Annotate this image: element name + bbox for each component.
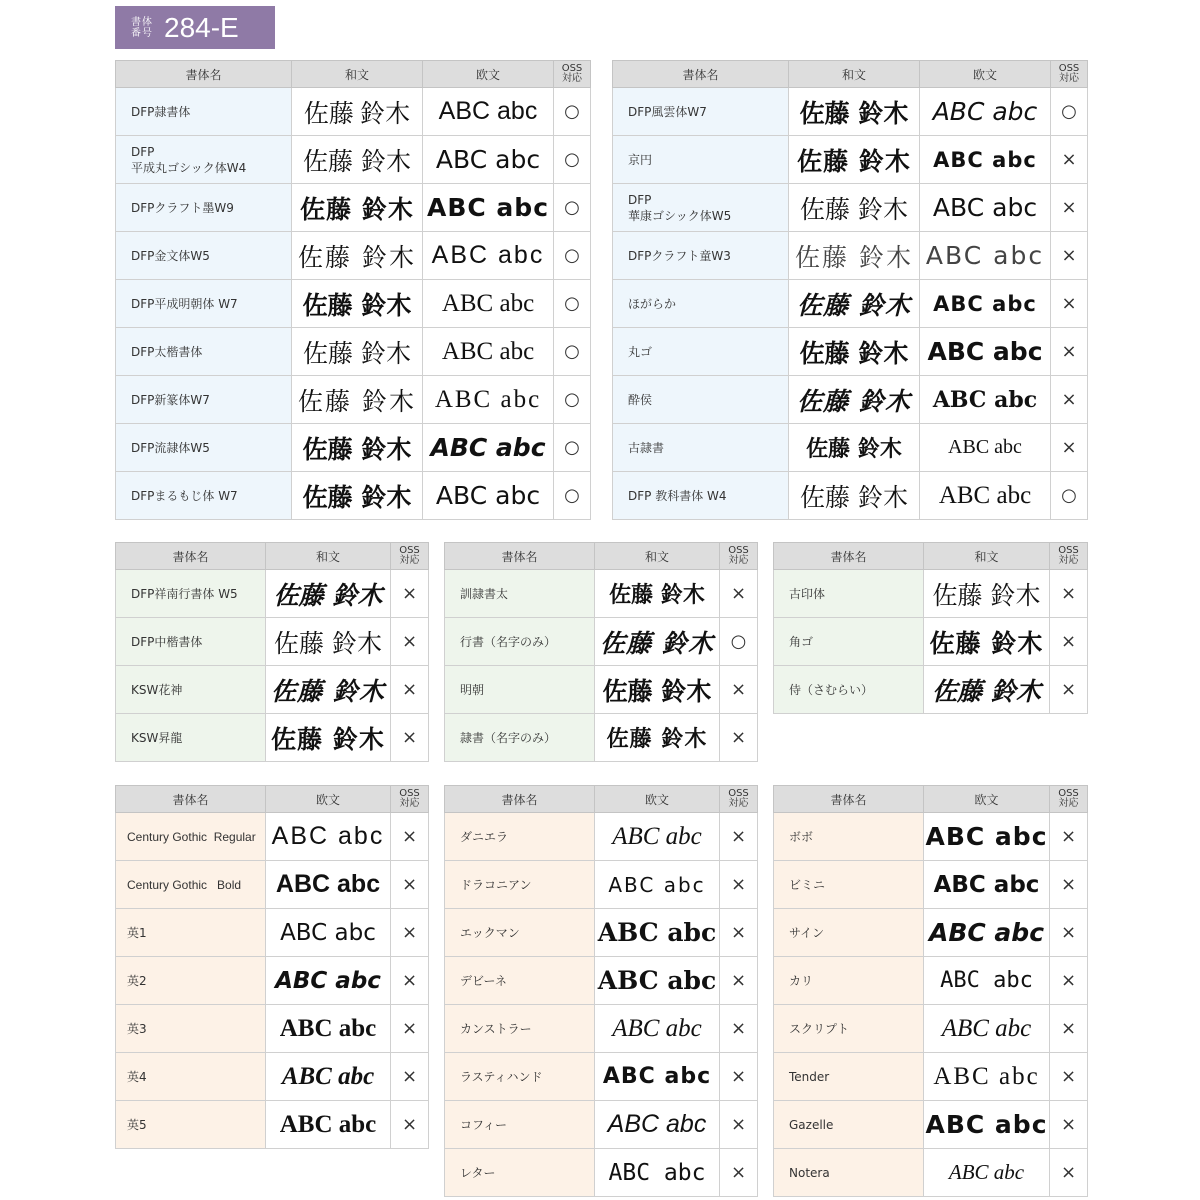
font-name: Notera: [774, 1149, 924, 1197]
table-row: [116, 328, 591, 376]
en-sample: ABC abc: [920, 136, 1051, 184]
col-header-name: 書体名: [774, 543, 924, 570]
table-row: [445, 813, 758, 861]
font-name: Century Gothic Bold: [116, 861, 266, 909]
oss-mark: ×: [391, 570, 429, 618]
font-name: 英5: [116, 1101, 266, 1149]
oss-mark: ×: [1050, 1005, 1088, 1053]
col-header-oss: OSS 対応: [720, 543, 758, 570]
table-row: [445, 714, 758, 762]
font-name: DFP中楷書体: [116, 618, 266, 666]
oss-mark: ×: [391, 909, 429, 957]
col-header-oss: OSS 対応: [1050, 543, 1088, 570]
col-header-name: 書体名: [445, 543, 595, 570]
table-row: [445, 666, 758, 714]
oss-mark: ×: [391, 1053, 429, 1101]
en-sample: ABC abc: [595, 813, 720, 861]
oss-mark: ×: [1050, 1149, 1088, 1197]
col-header-name: 書体名: [445, 786, 595, 813]
font-table-3: [115, 542, 429, 762]
table-row: [445, 1101, 758, 1149]
oss-mark: ×: [391, 1101, 429, 1149]
font-name: 英2: [116, 957, 266, 1005]
font-name: ビミニ: [774, 861, 924, 909]
font-name: Tender: [774, 1053, 924, 1101]
table-row: [613, 88, 1088, 136]
col-header-jp: 和文: [292, 61, 423, 88]
en-sample: ABC abc: [423, 232, 554, 280]
oss-mark: ×: [720, 714, 758, 762]
en-sample: ABC abc: [595, 957, 720, 1005]
font-name: DFP祥南行書体 W5: [116, 570, 266, 618]
oss-mark: ×: [720, 1053, 758, 1101]
font-name: Century Gothic Regular: [116, 813, 266, 861]
font-name: コフィー: [445, 1101, 595, 1149]
oss-mark: ×: [1051, 280, 1088, 328]
col-header-en: 欧文: [266, 786, 391, 813]
table-row: [116, 376, 591, 424]
en-sample: ABC abc: [266, 813, 391, 861]
jp-sample: 佐藤 鈴木: [789, 376, 920, 424]
jp-sample: 佐藤 鈴木: [595, 666, 720, 714]
jp-sample: 佐藤 鈴木: [292, 136, 423, 184]
table-row: [445, 1149, 758, 1197]
col-header-en: 欧文: [920, 61, 1051, 88]
table-row: [116, 424, 591, 472]
table-row: [116, 184, 591, 232]
oss-mark: ×: [391, 861, 429, 909]
en-sample: ABC abc: [266, 1005, 391, 1053]
jp-sample: 佐藤 鈴木: [924, 666, 1050, 714]
jp-sample: 佐藤 鈴木: [292, 280, 423, 328]
table-row: [774, 666, 1088, 714]
en-sample: ABC abc: [595, 1053, 720, 1101]
font-table-2: [612, 60, 1088, 520]
font-name: ほがらか: [613, 280, 789, 328]
oss-mark: ×: [720, 813, 758, 861]
en-sample: ABC abc: [266, 909, 391, 957]
oss-mark: ○: [1051, 88, 1088, 136]
oss-mark: ×: [1051, 424, 1088, 472]
jp-sample: 佐藤 鈴木: [266, 618, 391, 666]
table-row: [116, 280, 591, 328]
oss-mark: ×: [1050, 861, 1088, 909]
table-row: [613, 280, 1088, 328]
col-header-name: 書体名: [116, 61, 292, 88]
col-header-en: 欧文: [595, 786, 720, 813]
table-row: [613, 184, 1088, 232]
font-name: 侍（さむらい）: [774, 666, 924, 714]
oss-mark: ×: [720, 1101, 758, 1149]
table-row: [774, 1149, 1088, 1197]
col-header-jp: 和文: [924, 543, 1050, 570]
font-name: Gazelle: [774, 1101, 924, 1149]
oss-mark: ○: [720, 618, 758, 666]
font-name: 酔侯: [613, 376, 789, 424]
font-name: エックマン: [445, 909, 595, 957]
oss-mark: ×: [1051, 136, 1088, 184]
font-name: KSW花神: [116, 666, 266, 714]
oss-mark: ○: [554, 328, 591, 376]
table-row: [613, 472, 1088, 520]
col-header-en: 欧文: [924, 786, 1050, 813]
table-row: [116, 88, 591, 136]
jp-sample: 佐藤 鈴木: [292, 232, 423, 280]
font-name: DFP平成明朝体 W7: [116, 280, 292, 328]
typeface-number-label: [131, 17, 153, 39]
font-name: 訓隷書太: [445, 570, 595, 618]
oss-mark: ○: [1051, 472, 1088, 520]
font-name: カンストラー: [445, 1005, 595, 1053]
table-row: [445, 861, 758, 909]
font-name: ダニエラ: [445, 813, 595, 861]
en-sample: ABC abc: [423, 472, 554, 520]
oss-mark: ○: [554, 136, 591, 184]
oss-mark: ○: [554, 424, 591, 472]
oss-mark: ×: [1050, 1053, 1088, 1101]
font-name: 英3: [116, 1005, 266, 1053]
en-sample: ABC abc: [423, 184, 554, 232]
table-row: [774, 813, 1088, 861]
oss-mark: ×: [1050, 618, 1088, 666]
font-name: スクリプト: [774, 1005, 924, 1053]
typeface-number: 284-E: [164, 11, 239, 43]
en-sample: ABC abc: [423, 88, 554, 136]
col-header-oss: OSS 対応: [1050, 786, 1088, 813]
font-name: DFP金文体W5: [116, 232, 292, 280]
oss-mark: ×: [720, 861, 758, 909]
jp-sample: 佐藤 鈴木: [924, 570, 1050, 618]
en-sample: ABC abc: [266, 861, 391, 909]
jp-sample: 佐藤 鈴木: [924, 618, 1050, 666]
font-name: DFP 華康ゴシック体W5: [613, 184, 789, 232]
jp-sample: 佐藤 鈴木: [266, 714, 391, 762]
oss-mark: ×: [1051, 376, 1088, 424]
table-row: [774, 861, 1088, 909]
col-header-oss: OSS 対応: [391, 786, 429, 813]
en-sample: ABC abc: [924, 861, 1050, 909]
font-name: 英1: [116, 909, 266, 957]
col-header-jp: 和文: [789, 61, 920, 88]
table-row: [116, 618, 429, 666]
col-header-oss: OSS 対応: [720, 786, 758, 813]
font-name: デビーネ: [445, 957, 595, 1005]
en-sample: ABC abc: [595, 909, 720, 957]
en-sample: ABC abc: [266, 1101, 391, 1149]
oss-mark: ○: [554, 184, 591, 232]
font-name: 行書（名字のみ）: [445, 618, 595, 666]
font-name: サイン: [774, 909, 924, 957]
font-name: 古隷書: [613, 424, 789, 472]
en-sample: ABC abc: [423, 280, 554, 328]
font-name: 英4: [116, 1053, 266, 1101]
jp-sample: 佐藤 鈴木: [789, 280, 920, 328]
font-name: 丸ゴ: [613, 328, 789, 376]
table-row: [774, 909, 1088, 957]
en-sample: ABC abc: [595, 861, 720, 909]
oss-mark: ×: [1050, 957, 1088, 1005]
col-header-name: 書体名: [116, 543, 266, 570]
en-sample: ABC abc: [920, 88, 1051, 136]
table-row: [116, 909, 429, 957]
oss-mark: ×: [720, 957, 758, 1005]
en-sample: ABC abc: [423, 328, 554, 376]
table-row: [116, 136, 591, 184]
oss-mark: ○: [554, 280, 591, 328]
table-row: [116, 861, 429, 909]
table-row: [116, 957, 429, 1005]
jp-sample: 佐藤 鈴木: [789, 472, 920, 520]
table-row: [774, 1053, 1088, 1101]
font-name: DFP風雲体W7: [613, 88, 789, 136]
font-name: DFPまるもじ体 W7: [116, 472, 292, 520]
en-sample: ABC abc: [920, 280, 1051, 328]
oss-mark: ×: [720, 909, 758, 957]
oss-mark: ×: [720, 1149, 758, 1197]
oss-mark: ×: [1050, 570, 1088, 618]
font-name: ラスティハンド: [445, 1053, 595, 1101]
oss-mark: ○: [554, 232, 591, 280]
table-row: [445, 570, 758, 618]
font-name: 隷書（名字のみ）: [445, 714, 595, 762]
oss-mark: ×: [1050, 666, 1088, 714]
jp-sample: 佐藤 鈴木: [595, 618, 720, 666]
table-row: [445, 957, 758, 1005]
oss-mark: ×: [391, 666, 429, 714]
font-name: 角ゴ: [774, 618, 924, 666]
jp-sample: 佐藤 鈴木: [789, 328, 920, 376]
en-sample: ABC abc: [266, 957, 391, 1005]
jp-sample: 佐藤 鈴木: [789, 88, 920, 136]
col-header-jp: 和文: [266, 543, 391, 570]
font-name: DFPクラフト童W3: [613, 232, 789, 280]
font-name: DFP 平成丸ゴシック体W4: [116, 136, 292, 184]
jp-sample: 佐藤 鈴木: [789, 424, 920, 472]
en-sample: ABC abc: [595, 1005, 720, 1053]
font-table-5: [773, 542, 1088, 714]
jp-sample: 佐藤 鈴木: [266, 666, 391, 714]
font-name: ドラコニアン: [445, 861, 595, 909]
table-row: [445, 1005, 758, 1053]
en-sample: ABC abc: [924, 1053, 1050, 1101]
col-header-name: 書体名: [116, 786, 266, 813]
jp-sample: 佐藤 鈴木: [595, 570, 720, 618]
oss-mark: ○: [554, 472, 591, 520]
oss-mark: ×: [1051, 328, 1088, 376]
col-header-en: 欧文: [423, 61, 554, 88]
en-sample: ABC abc: [920, 424, 1051, 472]
en-sample: ABC abc: [924, 909, 1050, 957]
font-table-8: [773, 785, 1088, 1197]
table-row: [116, 1005, 429, 1053]
font-name: レター: [445, 1149, 595, 1197]
table-row: [774, 1101, 1088, 1149]
font-name: ボボ: [774, 813, 924, 861]
table-row: [774, 1005, 1088, 1053]
font-name: 古印体: [774, 570, 924, 618]
oss-mark: ×: [1051, 184, 1088, 232]
oss-mark: ○: [554, 376, 591, 424]
font-name: DFPクラフト墨W9: [116, 184, 292, 232]
table-row: [774, 957, 1088, 1005]
font-name: DFP隷書体: [116, 88, 292, 136]
font-name: DFP太楷書体: [116, 328, 292, 376]
oss-mark: ×: [1050, 909, 1088, 957]
en-sample: ABC abc: [423, 136, 554, 184]
en-sample: ABC abc: [920, 472, 1051, 520]
oss-mark: ×: [391, 714, 429, 762]
en-sample: ABC abc: [423, 424, 554, 472]
oss-mark: ×: [720, 1005, 758, 1053]
col-header-name: 書体名: [613, 61, 789, 88]
oss-mark: ○: [554, 88, 591, 136]
jp-sample: 佐藤 鈴木: [789, 136, 920, 184]
table-row: [613, 376, 1088, 424]
font-name: DFP流隷体W5: [116, 424, 292, 472]
en-sample: ABC abc: [266, 1053, 391, 1101]
en-sample: ABC abc: [423, 376, 554, 424]
table-row: [445, 618, 758, 666]
font-name: 明朝: [445, 666, 595, 714]
typeface-number-badge: [115, 6, 275, 49]
oss-mark: ×: [720, 666, 758, 714]
table-row: [116, 570, 429, 618]
font-table-1: [115, 60, 591, 520]
en-sample: ABC abc: [920, 376, 1051, 424]
label-line1: 書体: [131, 16, 153, 28]
table-row: [613, 328, 1088, 376]
en-sample: ABC abc: [924, 957, 1050, 1005]
font-table-6: [115, 785, 429, 1149]
oss-mark: ×: [720, 570, 758, 618]
table-row: [116, 714, 429, 762]
table-row: [116, 1053, 429, 1101]
oss-mark: ×: [391, 957, 429, 1005]
jp-sample: 佐藤 鈴木: [292, 184, 423, 232]
jp-sample: 佐藤 鈴木: [292, 424, 423, 472]
en-sample: ABC abc: [924, 1101, 1050, 1149]
oss-mark: ×: [1050, 1101, 1088, 1149]
en-sample: ABC abc: [595, 1149, 720, 1197]
table-row: [774, 570, 1088, 618]
table-row: [116, 472, 591, 520]
table-row: [116, 232, 591, 280]
jp-sample: 佐藤 鈴木: [789, 232, 920, 280]
table-row: [445, 1053, 758, 1101]
font-table-7: [444, 785, 758, 1197]
en-sample: ABC abc: [920, 184, 1051, 232]
oss-mark: ×: [391, 1005, 429, 1053]
jp-sample: 佐藤 鈴木: [595, 714, 720, 762]
font-name: カリ: [774, 957, 924, 1005]
table-row: [774, 618, 1088, 666]
col-header-oss: OSS 対応: [391, 543, 429, 570]
table-row: [445, 909, 758, 957]
oss-mark: ×: [1051, 232, 1088, 280]
font-name: 京円: [613, 136, 789, 184]
jp-sample: 佐藤 鈴木: [292, 376, 423, 424]
col-header-name: 書体名: [774, 786, 924, 813]
en-sample: ABC abc: [924, 1005, 1050, 1053]
jp-sample: 佐藤 鈴木: [292, 472, 423, 520]
label-line2: 番号: [131, 27, 153, 39]
jp-sample: 佐藤 鈴木: [292, 328, 423, 376]
en-sample: ABC abc: [924, 813, 1050, 861]
en-sample: ABC abc: [924, 1149, 1050, 1197]
col-header-jp: 和文: [595, 543, 720, 570]
col-header-oss: OSS 対応: [1051, 61, 1088, 88]
col-header-oss: OSS 対応: [554, 61, 591, 88]
jp-sample: 佐藤 鈴木: [789, 184, 920, 232]
en-sample: ABC abc: [920, 328, 1051, 376]
table-row: [613, 424, 1088, 472]
table-row: [116, 1101, 429, 1149]
oss-mark: ×: [1050, 813, 1088, 861]
font-name: KSW昇龍: [116, 714, 266, 762]
font-name: DFP 教科書体 W4: [613, 472, 789, 520]
table-row: [116, 666, 429, 714]
en-sample: ABC abc: [595, 1101, 720, 1149]
oss-mark: ×: [391, 813, 429, 861]
jp-sample: 佐藤 鈴木: [292, 88, 423, 136]
oss-mark: ×: [391, 618, 429, 666]
font-name: DFP新篆体W7: [116, 376, 292, 424]
table-row: [116, 813, 429, 861]
jp-sample: 佐藤 鈴木: [266, 570, 391, 618]
font-table-4: [444, 542, 758, 762]
table-row: [613, 232, 1088, 280]
table-row: [613, 136, 1088, 184]
en-sample: ABC abc: [920, 232, 1051, 280]
